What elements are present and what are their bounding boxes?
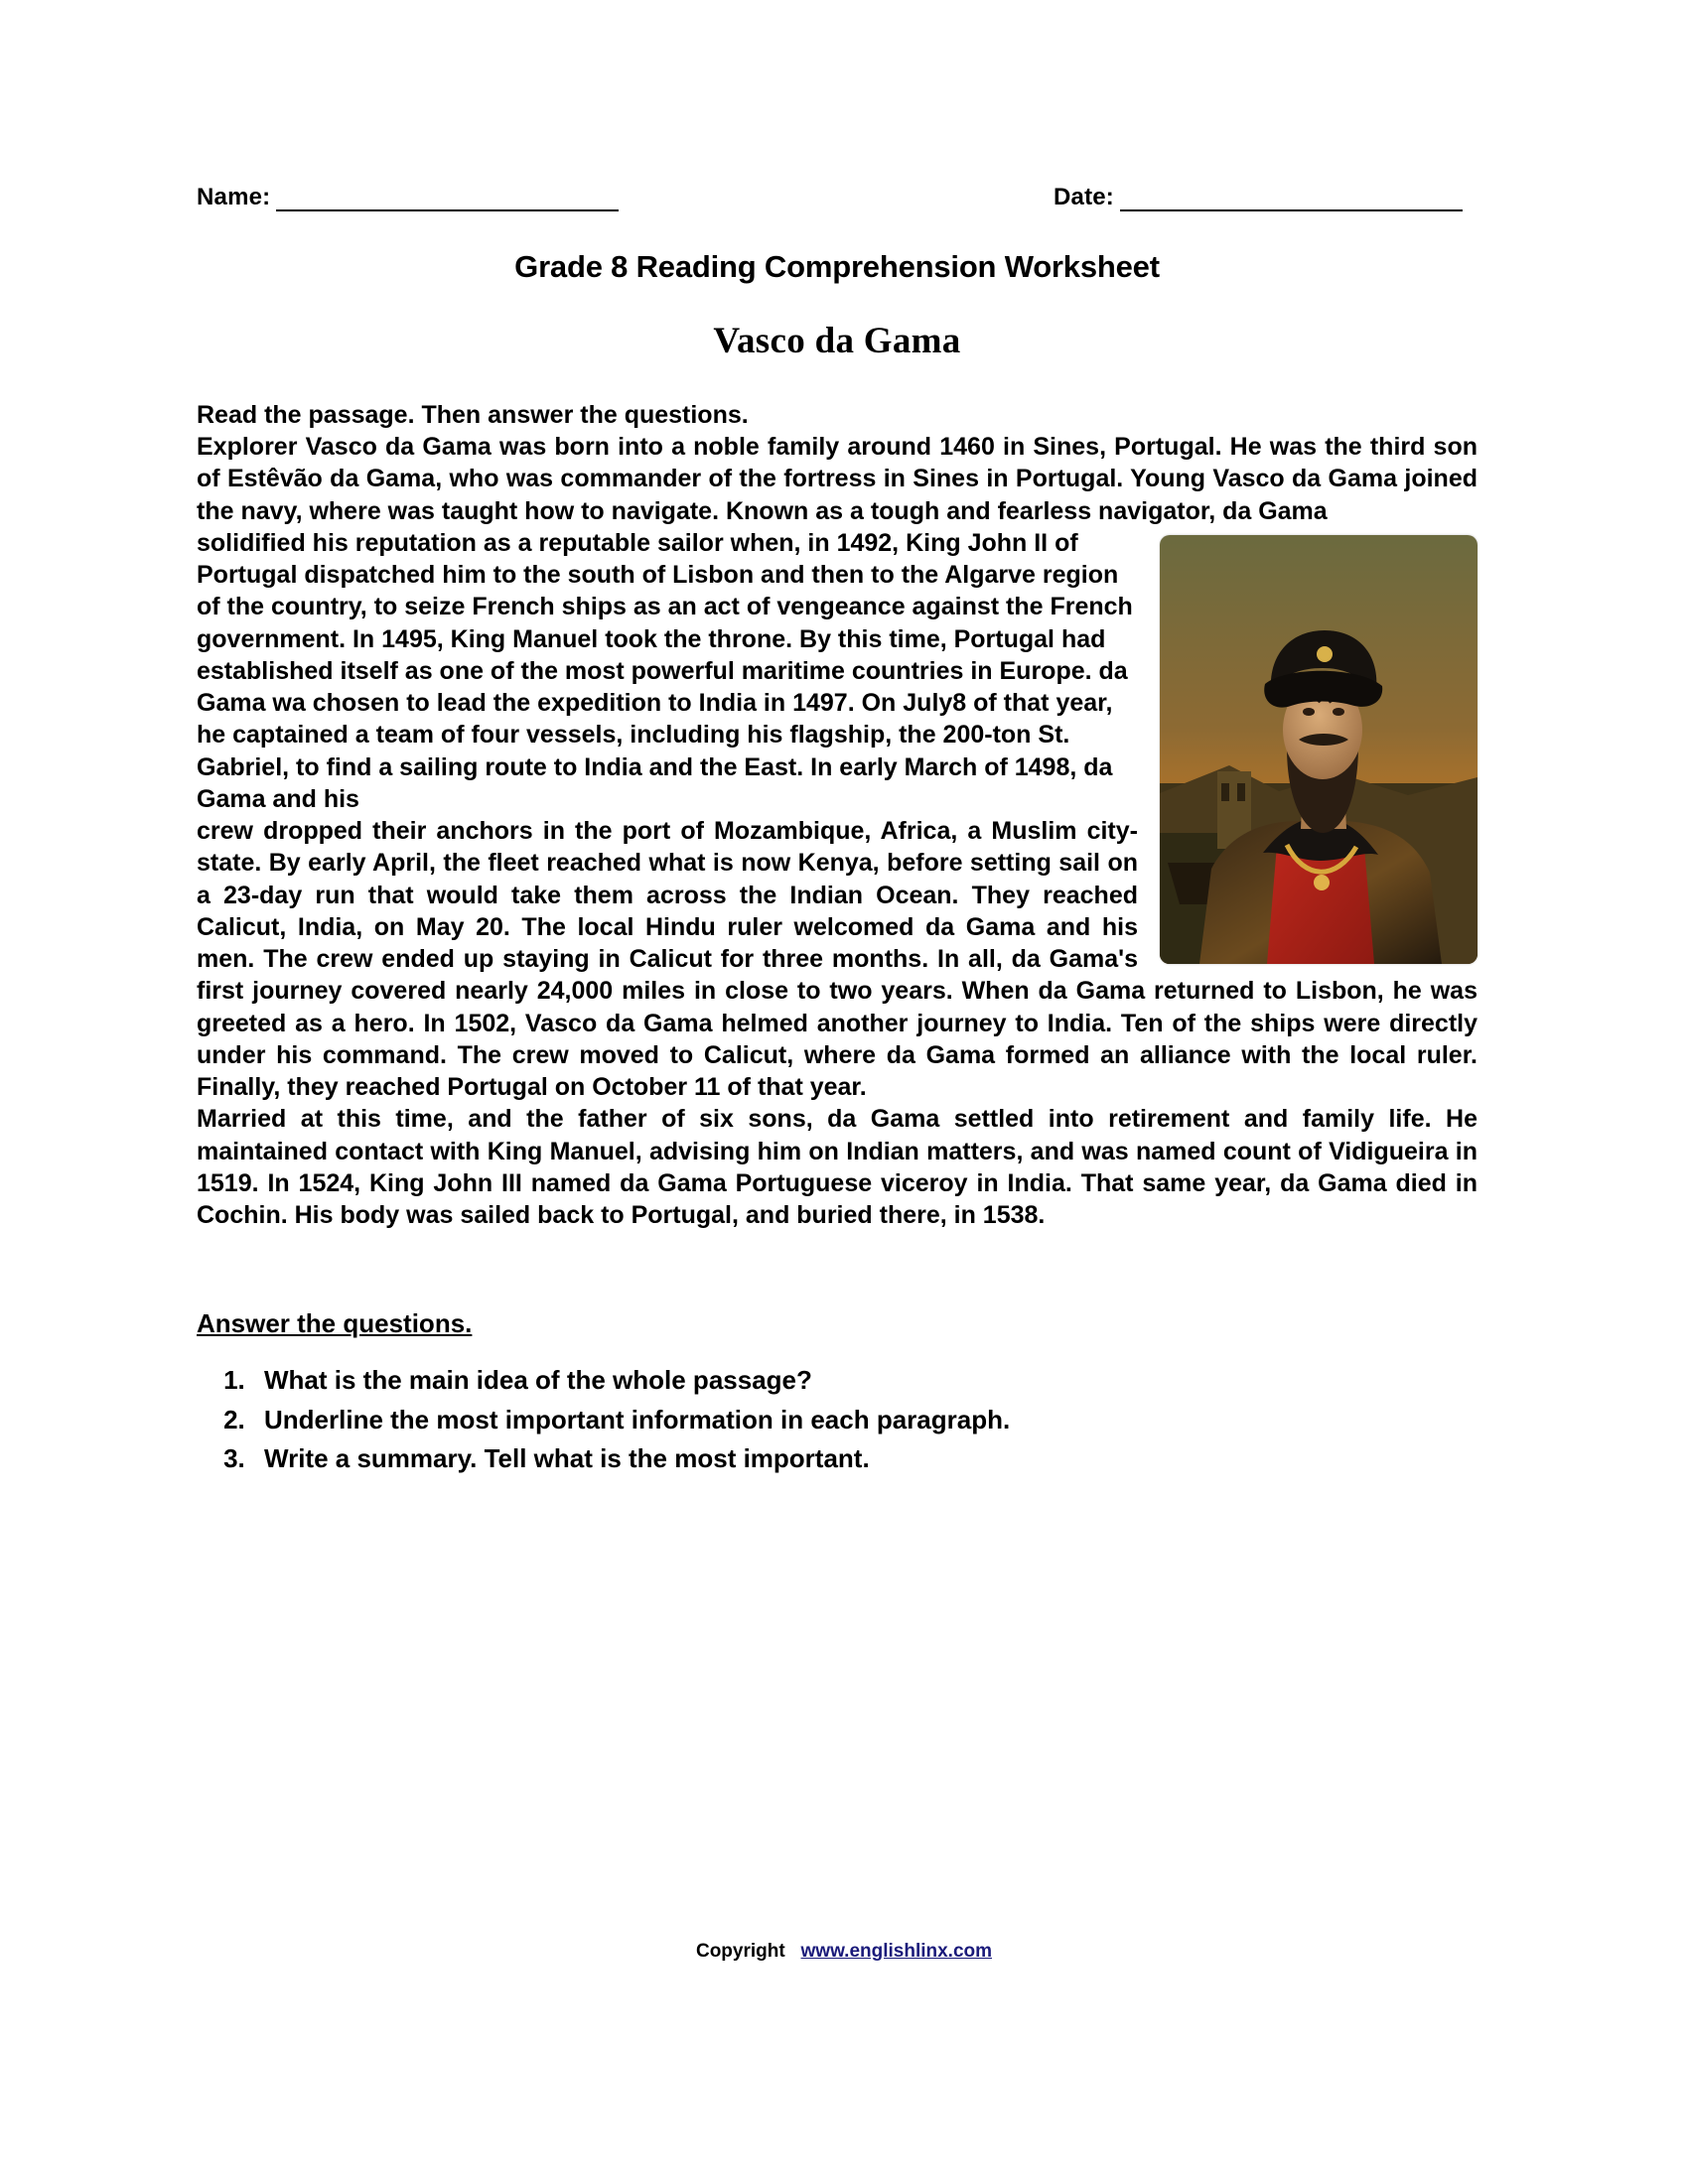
date-field[interactable] <box>1054 184 1463 211</box>
worksheet-content <box>197 184 1477 1479</box>
question-item: 3. Write a summary. Tell what is the most important. <box>252 1439 1477 1479</box>
reading-instruction: Read the passage. Then answer the questions. <box>197 401 749 429</box>
name-date-row <box>197 184 1463 211</box>
passage-body <box>197 431 1477 1231</box>
footer <box>0 1941 1688 1963</box>
passage-paragraph-4: Married at this time, and the father of six sons, da Gama settled into retirement and family life. He maintained contact with King Manuel, advising him on Indian matters, and was named count of Vidigueira in 1519. In 1524, King John III named da Gama Portuguese viceroy in India. That same year, da Gama died in Cochin. His body was sailed back to Portugal, and buried there, in 1538. <box>197 1105 1477 1229</box>
date-blank-line[interactable] <box>1120 190 1463 211</box>
question-item: 2. Underline the most important information in each paragraph. <box>252 1401 1477 1440</box>
passage-paragraph-1: Explorer Vasco da Gama was born into a noble family around 1460 in Sines, Portugal. He was the third son of Estêvão da Gama, who was commander of the fortress in Sines in Portugal. Young Vasco da Gama joined the navy, where was taught how to navigate. Known as a tough and fearless navigator, da Gama <box>197 433 1477 525</box>
worksheet-title: Grade 8 Reading Comprehension Worksheet <box>514 249 1160 284</box>
name-label: Name: <box>197 184 271 210</box>
questions-list <box>197 1361 1477 1479</box>
passage-with-image <box>197 527 1477 815</box>
date-label: Date: <box>1053 184 1114 210</box>
passage-paragraph-3: crew dropped their anchors in the port of Mozambique, Africa, a Muslim city-state. By early April, the fleet reached what is now Kenya, before setting sail on a 23-day run that would take them across the Indian Ocean. They reached Calicut, India, on May 20. The local Hindu ruler welcomed da Gama and his men. The crew ended up staying in Calicut for three months. In all, da Gama's first journey covered nearly 24,000 miles in close to two years. When da Gama returned to Lisbon, he was greeted as a hero. In 1502, Vasco da Gama helmed another journey to India. Ten of the ships were directly under his command. The crew moved to Calicut, where da Gama formed an alliance with the local ruler. Finally, they reached Portugal on October 11 of that year. <box>197 817 1477 1101</box>
copyright-link[interactable]: www.englishlinx.com <box>800 1941 993 1962</box>
question-item: 1. What is the main idea of the whole passage? <box>252 1361 1477 1401</box>
copyright-label: Copyright <box>695 1941 785 1962</box>
passage-title: Vasco da Gama <box>713 321 961 361</box>
questions-heading: Answer the questions. <box>197 1308 473 1339</box>
passage-paragraph-2: solidified his reputation as a reputable sailor when, in 1492, King John II of Portugal dispatched him to the south of Lisbon and then to the Algarve region of the country, to seize French ships as an act of vengeance against the French government. In 1495, King Manuel took the throne. By this time, Portugal had established itself as one of the most powerful maritime countries in Europe. da Gama wa chosen to lead the expedition to India in 1497. On July8 of that year, he captained a team of four vessels, including his flagship, the 200-ton St. Gabriel, to find a sailing route to India and the East. In early March of 1498, da Gama and his <box>197 528 1133 813</box>
name-field[interactable] <box>197 184 619 211</box>
name-blank-line[interactable] <box>276 190 619 211</box>
vasco-da-gama-portrait-image <box>1160 535 1477 964</box>
